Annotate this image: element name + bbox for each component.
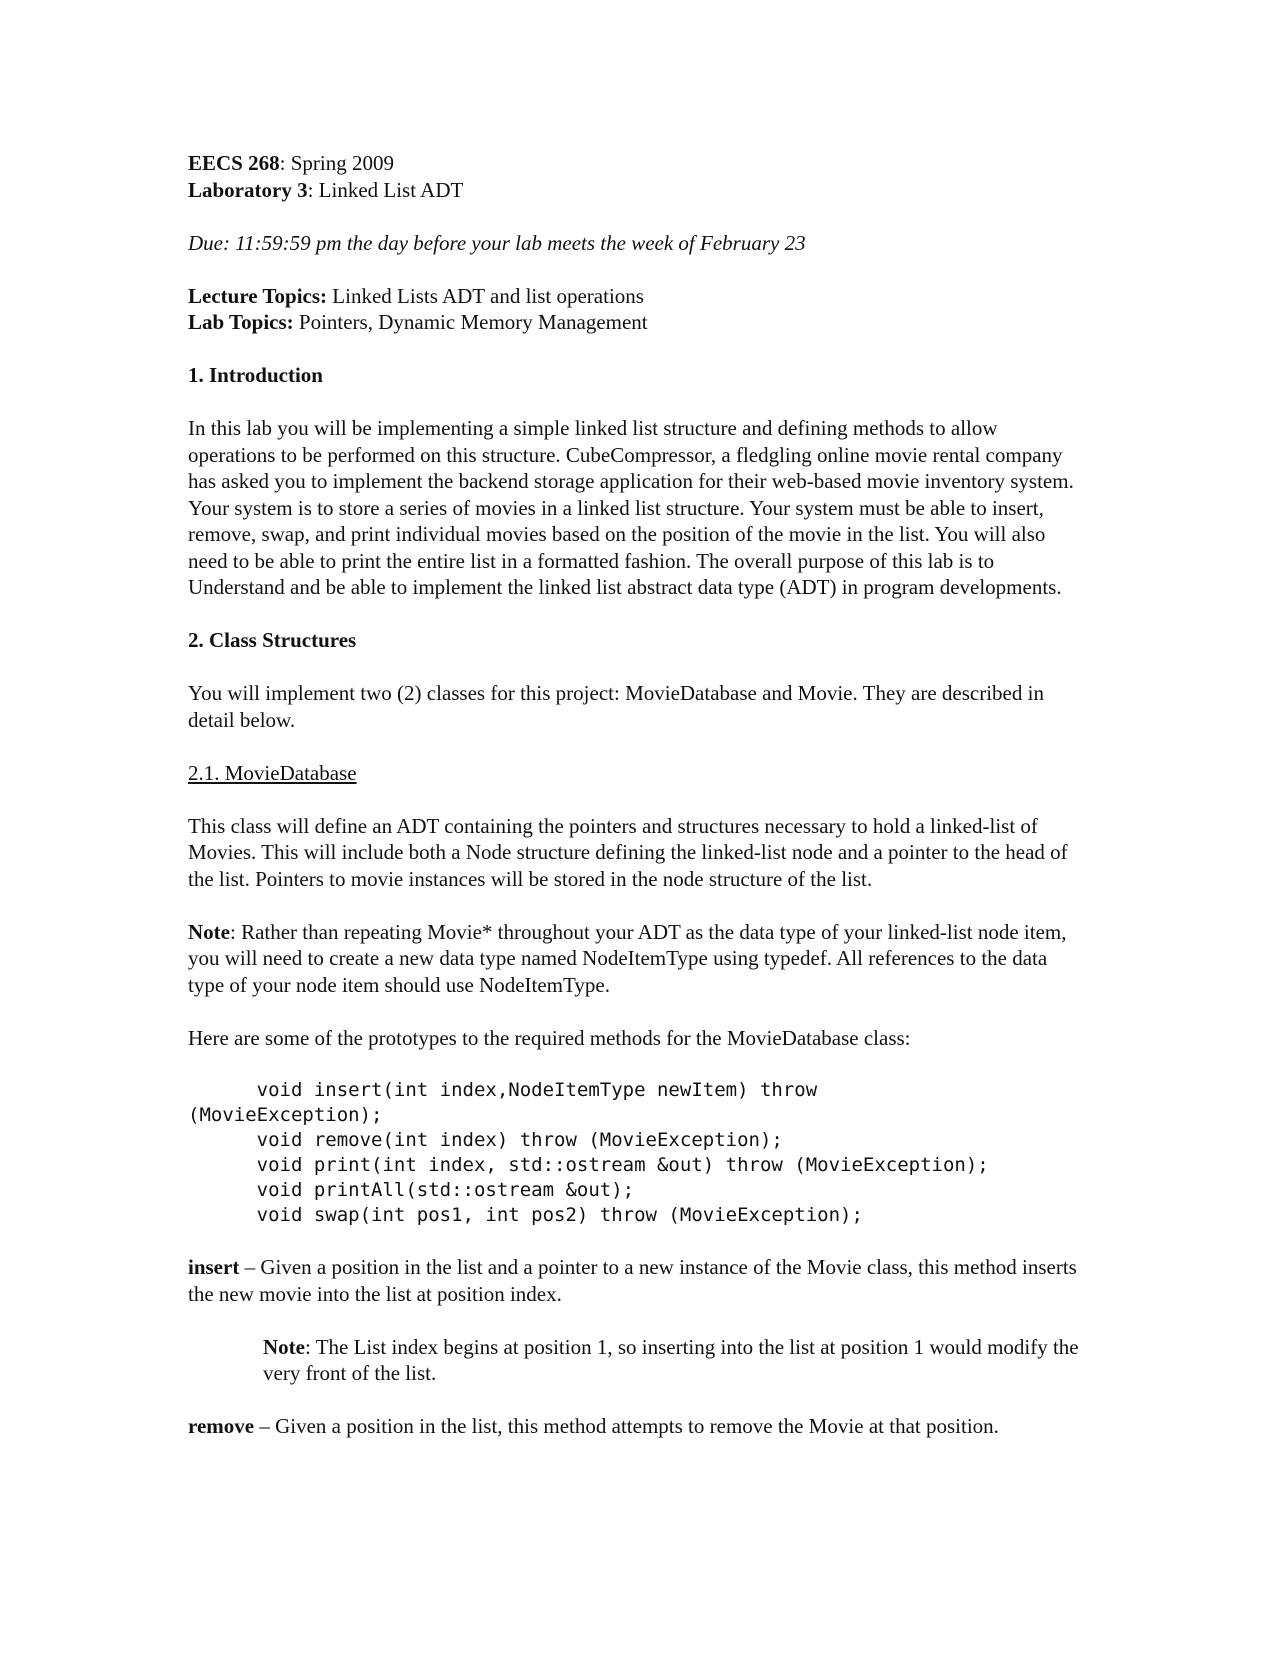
lab-label: Laboratory 3 bbox=[188, 177, 308, 202]
typedef-note-label: Note bbox=[188, 919, 230, 944]
code-line: void remove(int index) throw (MovieException); bbox=[188, 1128, 783, 1151]
lab-topics bbox=[188, 309, 1088, 336]
course-term: : Spring 2009 bbox=[279, 151, 394, 175]
typedef-note bbox=[188, 919, 1088, 999]
moviedatabase-paragraph: This class will define an ADT containing the pointers and structures necessary to hold a linked-list of Movies. This will include both a Node structure defining the linked-list node and a pointer to the head of the list. Pointers to movie instances will be stored in the node structure of the list. bbox=[188, 813, 1068, 891]
insert-description bbox=[188, 1254, 1088, 1307]
lecture-topics-value: Linked Lists ADT and list operations bbox=[327, 283, 644, 308]
prototypes-intro: Here are some of the prototypes to the required methods for the MovieDatabase class: bbox=[188, 1025, 911, 1050]
lab-topics-value: Pointers, Dynamic Memory Management bbox=[293, 310, 648, 334]
class-structures-heading: 2. Class Structures bbox=[188, 628, 357, 652]
index-note-text: : The List index begins at position 1, so inserting into the list at position 1 would modify the very front of the list. bbox=[263, 1334, 1079, 1385]
lab-line bbox=[188, 177, 1088, 204]
code-block bbox=[188, 1078, 1088, 1228]
insert-label: insert bbox=[188, 1255, 240, 1279]
code-line: void print(int index, std::ostream &out) throw (MovieException); bbox=[188, 1153, 989, 1176]
remove-text: – Given a position in the list, this method attempts to remove the Movie at that position. bbox=[254, 1414, 999, 1438]
document-page bbox=[188, 150, 1088, 1440]
lecture-topics-label: Lecture Topics: bbox=[188, 283, 328, 308]
code-line: void insert(int index,NodeItemType newItem) throw bbox=[188, 1078, 818, 1101]
remove-description bbox=[188, 1413, 1088, 1440]
intro-paragraph: In this lab you will be implementing a simple linked list structure and defining methods to allow operations to be performed on this structure. CubeCompressor, a fledgling online movie rental company has asked you to implement the backend storage application for their web-based movie inventory system. Your system is to store a series of movies in a linked list structure. Your system must be able to insert, remove, swap, and print individual movies based on the position of the movie in the list. You will also need to be able to print the entire list in a formatted fashion. The overall purpose of this lab is to Understand and be able to implement the linked list abstract data type (ADT) in program developments. bbox=[188, 416, 1074, 599]
lab-title: : Linked List ADT bbox=[307, 177, 464, 202]
index-note bbox=[188, 1334, 1088, 1387]
code-line: (MovieException); bbox=[188, 1103, 383, 1126]
lab-topics-label: Lab Topics: bbox=[188, 310, 294, 334]
due-line: Due: 11:59:59 pm the day before your lab meets the week of February 23 bbox=[188, 230, 806, 255]
index-note-label: Note bbox=[263, 1334, 305, 1359]
code-line: void printAll(std::ostream &out); bbox=[188, 1178, 635, 1201]
code-line: void swap(int pos1, int pos2) throw (MovieException); bbox=[188, 1203, 863, 1226]
remove-label: remove bbox=[188, 1414, 255, 1438]
course-line bbox=[188, 150, 1088, 177]
course-code: EECS 268 bbox=[188, 151, 280, 175]
class-structures-paragraph: You will implement two (2) classes for this project: MovieDatabase and Movie. They are described in detail below. bbox=[188, 681, 1044, 732]
lecture-topics bbox=[188, 283, 1088, 310]
typedef-note-text: : Rather than repeating Movie* throughout your ADT as the data type of your linked-list node item, you will need to create a new data type named NodeItemType using typedef. All references to the data type of your node item should use NodeItemType. bbox=[188, 919, 1067, 997]
intro-heading: 1. Introduction bbox=[188, 363, 323, 387]
insert-text: – Given a position in the list and a pointer to a new instance of the Movie class, this method inserts the new movie into the list at position index. bbox=[188, 1255, 1077, 1306]
moviedatabase-heading: 2.1. MovieDatabase bbox=[188, 760, 357, 785]
